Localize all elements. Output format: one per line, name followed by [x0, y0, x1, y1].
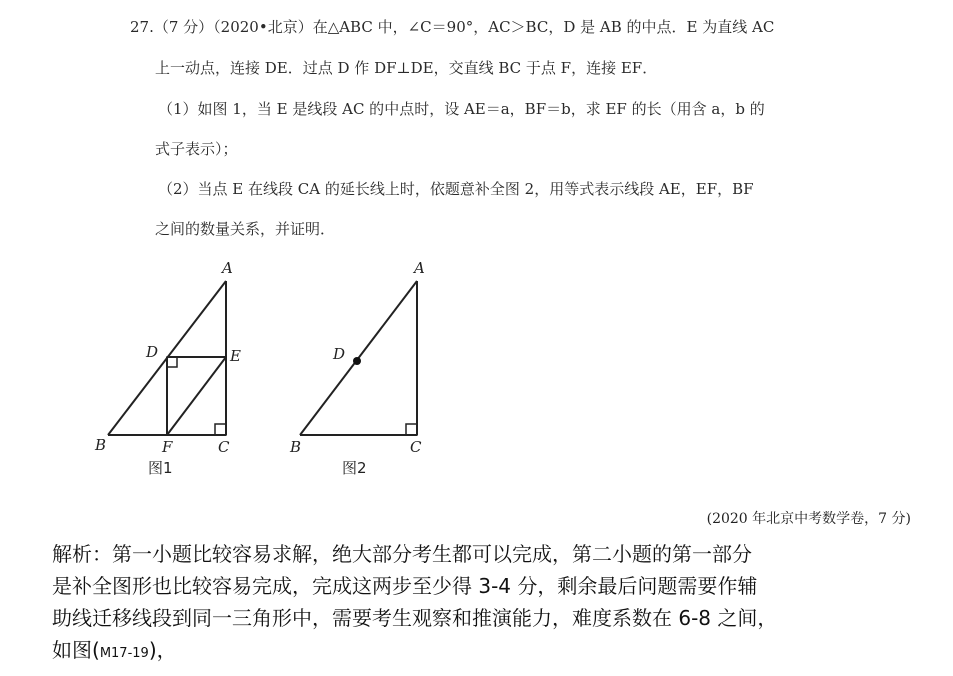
- fig1-label-e: E: [230, 347, 241, 365]
- figures: [0, 245, 953, 495]
- analysis-line-1: 解析：第一小题比较容易求解，绝大部分考生都可以完成，第二小题的第一部分: [52, 542, 752, 566]
- fig1-right-angle-d: [167, 357, 177, 367]
- fig1-label-c: C: [218, 438, 230, 456]
- fig2-label-a: A: [414, 259, 425, 277]
- fig1-right-angle-c: [215, 424, 226, 435]
- analysis-paragraph: [52, 538, 932, 670]
- fig2-label-c: C: [410, 438, 422, 456]
- analysis-line-4-prefix: 如图(: [52, 638, 100, 662]
- analysis-line-4-suffix: )，: [148, 638, 177, 662]
- fig2-caption: 图2: [342, 459, 367, 477]
- fig1-label-d: D: [146, 343, 159, 361]
- analysis-line-4: [52, 634, 932, 670]
- analysis-line-3: 助线迁移线段到同一三角形中，需要考生观察和推演能力，难度系数在 6-8 之间，: [52, 606, 778, 630]
- fig1-label-a: A: [222, 259, 233, 277]
- problem-line-3: （1）如图 1，当 E 是线段 AC 的中点时，设 AE＝a，BF＝b，求 EF 的长（用含 a，b 的: [158, 100, 765, 118]
- problem-line-2: 上一动点，连接 DE．过点 D 作 DF⊥DE，交直线 BC 于点 F，连接 EF．: [155, 59, 658, 77]
- figure-1: [108, 281, 226, 435]
- geometry-figures: [0, 245, 953, 495]
- fig2-point-d: [353, 357, 361, 365]
- fig2-label-b: B: [290, 438, 302, 456]
- fig1-caption: 图1: [148, 459, 173, 477]
- fig2-label-d: D: [333, 345, 346, 363]
- figure-reference: M17-19: [99, 646, 149, 661]
- analysis-line-2: 是补全图形也比较容易完成，完成这两步至少得 3-4 分，剩余最后问题需要作辅: [52, 574, 758, 598]
- problem-line-6: 之间的数量关系，并证明．: [155, 220, 336, 238]
- fig1-label-f: F: [162, 438, 173, 456]
- problem-line-5: （2）当点 E 在线段 CA 的延长线上时，依题意补全图 2，用等式表示线段 AE，EF，BF: [158, 180, 754, 198]
- source-citation: (2020 年北京中考数学卷，7 分): [706, 511, 911, 527]
- problem-line-1: 27.（7 分）（2020•北京）在△ABC 中，∠C＝90°，AC＞BC，D 是 AB 的中点．E 为直线 AC: [130, 18, 775, 36]
- fig2-right-angle-c: [406, 424, 417, 435]
- fig1-label-b: B: [95, 436, 107, 454]
- problem-line-4: 式子表示）；: [155, 140, 238, 158]
